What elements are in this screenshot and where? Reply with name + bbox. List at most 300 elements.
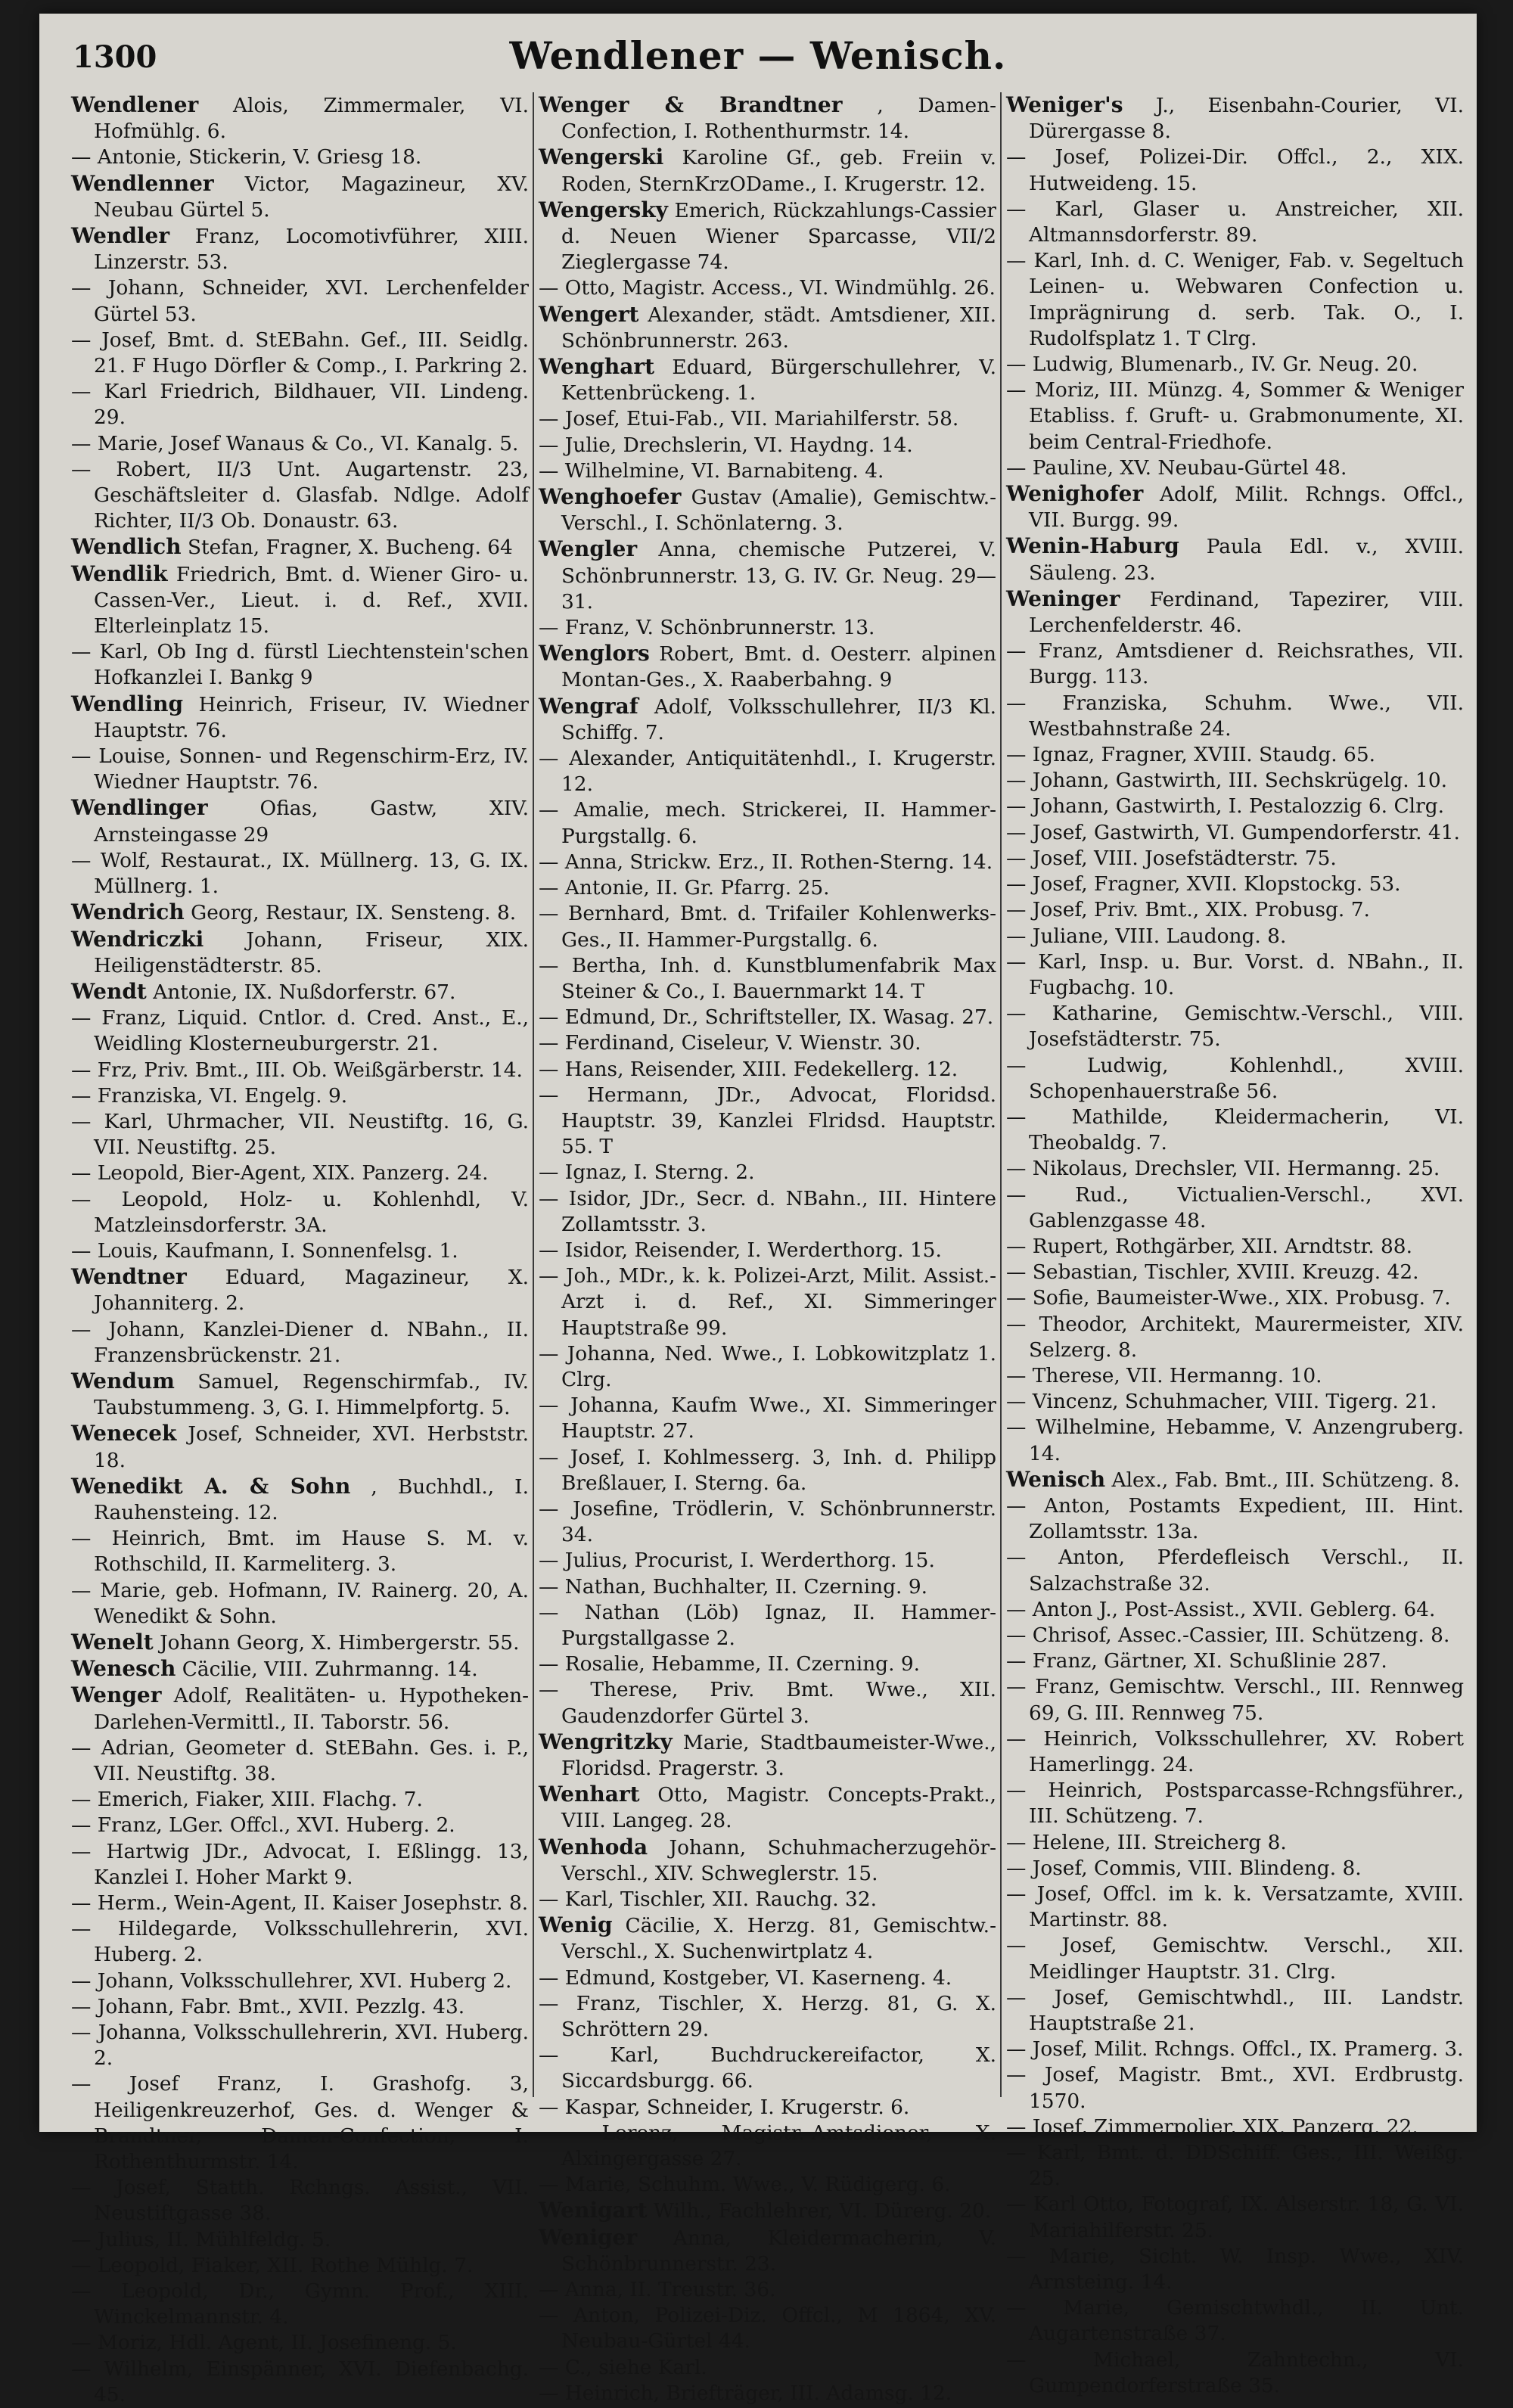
directory-entry <box>71 1656 529 1682</box>
directory-entry <box>71 1083 529 1109</box>
entry-surname: Wenelt <box>71 1629 154 1655</box>
entry-text: Alexander, städt. Amtsdiener, XII. Schönbrunnerstr. 263. <box>561 303 996 353</box>
entry-text: — Marie, Schuhm. Wwe., V. Rüdigerg. 6. <box>539 2173 951 2197</box>
directory-entry <box>71 1264 529 1316</box>
entry-text: — Hildegarde, Volksschullehrerin, XVI. Huberg. 2. <box>71 1917 529 1967</box>
entry-text: — Julius, Procurist, I. Werderthorg. 15. <box>539 1549 935 1573</box>
entry-text: Stefan, Fragner, X. Bucheng. 64 <box>181 536 513 560</box>
directory-entry <box>1006 949 1464 1001</box>
entry-text: — Bertha, Inh. d. Kunstblumenfabrik Max Steiner & Co., I. Bauernmarkt 14. T <box>539 953 996 1003</box>
directory-entry <box>1006 1001 1464 1052</box>
directory-entry <box>539 850 996 875</box>
entry-text: — Moriz, III. Münzg. 4, Sommer & Weniger Etabliss. f. Gruft- u. Grabmonumente, XI. beim Central-Friedhofe. <box>1006 378 1464 454</box>
directory-entry <box>1006 1053 1464 1105</box>
entry-surname: Wendriczki <box>71 926 204 952</box>
entry-text: — Chrisof, Assec.-Cassier, III. Schützeng. 8. <box>1006 1623 1450 1647</box>
column-2 <box>539 92 996 2405</box>
directory-entry <box>1006 1933 1464 1984</box>
entry-text: — Marie, geb. Hofmann, IV. Rainerg. 20, A. Wenedikt & Sohn. <box>71 1578 529 1628</box>
directory-entry <box>539 1912 996 1965</box>
directory-entry <box>539 1186 996 1238</box>
entry-surname: Wengler <box>539 536 638 562</box>
entry-text: — Theodor, Architekt, Maurermeister, XIV. Selzerg. 8. <box>1006 1312 1464 1362</box>
entry-text: Adolf, Realitäten- u. Hypotheken-Darlehen-Vermittl., II. Taborstr. 56. <box>94 1684 529 1734</box>
directory-entry <box>1006 481 1464 533</box>
entry-text: — Josef, I. Kohlmesserg. 3, Inh. d. Philipp Breßlauer, I. Sterng. 6a. <box>539 1445 996 1495</box>
entry-text: — Katharine, Gemischtw.-Verschl., VIII. Josefstädterstr. 75. <box>1006 1002 1464 1052</box>
entry-surname: Wenglors <box>539 641 650 666</box>
entry-text: — Amalie, mech. Strickerei, II. Hammer-Purgstallg. 6. <box>539 798 996 848</box>
directory-entry <box>71 1369 529 1421</box>
entry-text: — Isidor, Reisender, I. Werderthorg. 15. <box>539 1238 942 1262</box>
directory-entry <box>1006 1648 1464 1674</box>
directory-entry <box>1006 1363 1464 1389</box>
entry-text: Cäcilie, X. Herzg. 81, Gemischtw.-Verschl., X. Suchenwirtplatz 4. <box>561 1914 996 1964</box>
entry-text: — Therese, VII. Hermanng. 10. <box>1006 1363 1322 1387</box>
directory-entry <box>1006 1415 1464 1466</box>
entry-text: — Otto, Magistr. Access., VI. Windmühlg. 26. <box>539 276 996 300</box>
entry-text: — Sebastian, Tischler, XVIII. Kreuzg. 42. <box>1006 1260 1419 1285</box>
directory-entry <box>1006 2347 1464 2399</box>
entry-text: — Isidor, JDr., Secr. d. NBahn., III. Hintere Zollamtsstr. 3. <box>539 1186 996 1236</box>
directory-entry <box>1006 1726 1464 1778</box>
entry-text: Otto, Magistr. Concepts-Prakt., VIII. Langeg. 28. <box>561 1783 996 1833</box>
entry-text: — Josef, Fragner, XVII. Klopstockg. 53. <box>1006 872 1401 896</box>
entry-surname: Wenin-Haburg <box>1006 533 1179 559</box>
running-head: Wendlener — Wenisch. <box>509 33 1007 78</box>
directory-entry <box>539 1574 996 1600</box>
entry-text: Friedrich, Bmt. d. Wiener Giro- u. Cassen-Ver., Lieut. i. d. Ref., XVII. Elterleinplatz 15. <box>94 562 529 639</box>
entry-text: — Louis, Kaufmann, I. Sonnenfelsg. 1. <box>71 1238 458 1263</box>
directory-entry <box>539 901 996 952</box>
entry-text: — Adrian, Geometer d. StEBahn. Ges. i. P., VII. Neustiftg. 38. <box>71 1735 529 1785</box>
entry-text: — Johann, Kanzlei-Diener d. NBahn., II. Franzensbrückenstr. 21. <box>71 1317 529 1367</box>
entry-text: — Sofie, Baumeister-Wwe., XIX. Probusg. 7. <box>1006 1286 1451 1310</box>
directory-entry <box>539 1991 996 2043</box>
directory-entry <box>1006 2140 1464 2192</box>
directory-entry <box>539 1965 996 1991</box>
directory-entry <box>71 2175 529 2226</box>
entry-text: — Robert, II/3 Unt. Augartenstr. 23, Geschäftsleiter d. Glasfab. Ndlge. Adolf Richter, II/3 Ob. Donaustr. 63. <box>71 457 529 533</box>
entry-text: — Josef, Zimmerpolier, XIX. Panzerg. 22. <box>1006 2114 1418 2139</box>
entry-text: — Karl Otto, Fotograf, IX. Alserstr. 18, G. VI. Mariahilferstr. 25. <box>1006 2192 1464 2242</box>
entry-text: — Moriz, Hdl. Agent, II. Josefineng. 5. <box>71 2331 457 2355</box>
directory-entry <box>71 1474 529 1526</box>
entry-text: Franz, Locomotivführer, XIII. Linzerstr. 53. <box>94 225 529 275</box>
entry-surname: Weninger <box>1006 586 1120 611</box>
entry-surname: Wendling <box>71 691 184 716</box>
directory-entry <box>1006 1493 1464 1545</box>
entry-surname: Weniger's <box>1006 92 1123 117</box>
directory-entry <box>1006 92 1464 144</box>
entry-text: — Anton J., Post-Assist., XVII. Geblerg. 64. <box>1006 1597 1436 1621</box>
directory-entry <box>71 1994 529 2020</box>
entry-text: — Marie, Josef Wanaus & Co., VI. Kanalg. 5. <box>71 431 519 455</box>
entry-surname: Wenedikt A. & Sohn <box>71 1473 351 1499</box>
entry-text: Paula Edl. v., XVIII. Säuleng. 23. <box>1029 535 1464 585</box>
column-3 <box>1006 92 1464 2397</box>
entry-text: — Wilhelmine, Hebamme, V. Anzengruberg. 14. <box>1006 1415 1464 1465</box>
entry-text: Karoline Gf., geb. Freiin v. Roden, SternKrzODame., I. Krugerstr. 12. <box>561 146 996 196</box>
entry-text: — Franz, V. Schönbrunnerstr. 13. <box>539 616 875 640</box>
entry-text: — Karl, Bmt. d. DDSchiff. Ges., III. Weißg. 25. <box>1006 2141 1464 2191</box>
entry-text: — Heinrich, Volksschullehrer, XV. Robert Hamerlingg. 24. <box>1006 1726 1464 1776</box>
entry-text: — Josef, Offcl. im k. k. Versatzamte, XVIII. Martinstr. 88. <box>1006 1882 1464 1932</box>
directory-entry <box>539 1782 996 1834</box>
entry-text: — Karl Friedrich, Bildhauer, VII. Lindeng. 29. <box>71 380 529 430</box>
entry-text: — Vincenz, Schuhmacher, VIII. Tigerg. 21. <box>1006 1390 1437 1414</box>
entry-text: J., Eisenbahn-Courier, VI. Dürergasse 8. <box>1029 94 1464 144</box>
entry-text: — Juliane, VIII. Laudong. 8. <box>1006 924 1287 948</box>
entry-text: Antonie, IX. Nußdorferstr. 67. <box>146 980 456 1004</box>
directory-entry <box>539 144 996 197</box>
directory-entry <box>539 1057 996 1083</box>
entry-text: Ofias, Gastw, XIV. Arnsteingasse 29 <box>94 797 529 847</box>
entry-text: — Josef, Commis, VIII. Blindeng. 8. <box>1006 1856 1362 1880</box>
entry-text: Adolf, Milit. Rchngs. Offcl., VII. Burgg. 99. <box>1029 483 1464 533</box>
directory-entry <box>539 1496 996 1548</box>
entry-surname: Wenighofer <box>1006 481 1144 507</box>
directory-entry <box>1006 352 1464 378</box>
entry-text: — Franz, Gärtner, XI. Schußlinie 287. <box>1006 1649 1387 1673</box>
entry-text: Alois, Zimmermaler, VI. Hofmühlg. 6. <box>94 94 529 144</box>
directory-entry <box>539 406 996 432</box>
directory-entry <box>539 875 996 901</box>
entry-text: — Edmund, Kostgeber, VI. Kaserneng. 4. <box>539 1965 952 1990</box>
entry-text: Anna, Kleidermacherin, V. Schönbrunnerstr. 23. <box>561 2226 996 2276</box>
directory-entry <box>1006 742 1464 768</box>
directory-entry <box>71 1421 529 1473</box>
entry-text: — Franziska, Schuhm. Wwe., VII. Westbahnstraße 24. <box>1006 691 1464 741</box>
entry-text: — Josefine, Trödlerin, V. Schönbrunnerstr. 34. <box>539 1496 996 1547</box>
directory-entry <box>539 2277 996 2303</box>
directory-entry <box>539 1238 996 1263</box>
directory-entry <box>1006 1105 1464 1156</box>
entry-text: — Bernhard, Bmt. d. Trifailer Kohlenwerks-Ges., II. Hammer-Purgstallg. 6. <box>539 902 996 952</box>
entry-text: — Joh., MDr., k. k. Polizei-Arzt, Milit. Assist.-Arzt i. d. Ref., XI. Simmeringer Hauptstraße 99. <box>539 1264 996 1340</box>
directory-entry <box>71 431 529 457</box>
entry-text: Robert, Bmt. d. Oesterr. alpinen Montan-Ges., X. Raaberbahng. 9 <box>561 642 996 692</box>
entry-surname: Wengerski <box>539 144 664 170</box>
column-1 <box>71 92 529 2406</box>
directory-entry <box>539 433 996 458</box>
entry-text: — Julius, II. Mühlfeldg. 5. <box>71 2227 331 2251</box>
entry-text: Wilh., Fachlehrer, VI. Dürerg. 20. <box>647 2199 992 2223</box>
entry-text: , Buchhdl., I. Rauhensteing. 12. <box>94 1474 529 1524</box>
directory-entry <box>1006 144 1464 196</box>
entry-text: — Josef, Bmt. d. StEBahn. Gef., III. Seidlg. 21. F Hugo Dörfler & Comp., I. Parkring 2. <box>71 328 529 378</box>
entry-surname: Wenigart <box>539 2198 648 2223</box>
entry-surname: Wendum <box>71 1368 175 1394</box>
entry-text: — Edmund, Dr., Schriftsteller, IX. Wasag. 27. <box>539 1005 994 1030</box>
entry-text: — Josef, Etui-Fab., VII. Mariahilferstr. 58. <box>539 407 959 431</box>
entry-text: Heinrich, Friseur, IV. Wiedner Hauptstr. 76. <box>94 692 529 742</box>
entry-text: — Rosalie, Hebamme, II. Czerning. 9. <box>539 1652 921 1676</box>
directory-entry <box>539 275 996 301</box>
directory-entry <box>539 2303 996 2354</box>
entry-surname: Wenghoefer <box>539 484 682 510</box>
entry-text: Eduard, Bürgerschullehrer, V. Kettenbrückeng. 1. <box>561 356 996 405</box>
directory-entry <box>1006 1830 1464 1856</box>
directory-entry <box>539 1677 996 1729</box>
entry-text: — Antonie, II. Gr. Pfarrg. 25. <box>539 876 830 900</box>
page-number: 1300 <box>73 39 157 75</box>
directory-entry <box>539 2225 996 2277</box>
directory-entry <box>539 694 996 746</box>
entry-text: — Josef, Milit. Rchngs. Offcl., IX. Pramerg. 3. <box>1006 2037 1464 2062</box>
directory-entry <box>71 2227 529 2253</box>
entry-text: — Ignaz, Fragner, XVIII. Staudg. 65. <box>1006 743 1376 767</box>
directory-entry <box>1006 924 1464 949</box>
directory-entry <box>539 797 996 849</box>
directory-entry <box>1006 2295 1464 2347</box>
directory-entry <box>539 1651 996 1677</box>
entry-text: — Johann, Gastwirth, III. Sechskrügelg. 10. <box>1006 769 1448 793</box>
directory-entry <box>1006 768 1464 794</box>
entry-surname: Wendlik <box>71 561 168 586</box>
entry-text: — Ludwig, Blumenarb., IV. Gr. Neug. 20. <box>1006 353 1418 377</box>
entry-surname: Wendlich <box>71 534 182 560</box>
directory-entry <box>71 1787 529 1813</box>
directory-entry <box>1006 1285 1464 1311</box>
entry-surname: Wengritzky <box>539 1729 673 1754</box>
entry-text: — Josef, VIII. Josefstädterstr. 75. <box>1006 846 1337 870</box>
entry-text: Adolf, Volksschullehrer, II/3 Kl. Schiffg. 7. <box>561 694 996 744</box>
directory-entry <box>1006 1881 1464 1933</box>
entry-text: — Ferdinand, Ciseleur, V. Wienstr. 30. <box>539 1031 921 1055</box>
entry-text: — Marie, Sicht. W. Insp. Wwe., XIV. Arnsteing. 14. <box>1006 2244 1464 2295</box>
entry-text: — Emerich, Fiaker, XIII. Flachg. 7. <box>71 1788 423 1812</box>
entry-surname: Wenghart <box>539 354 655 380</box>
entry-surname: Wenger & Brandtner <box>539 92 843 117</box>
entry-surname: Wenhoda <box>539 1834 648 1860</box>
directory-entry <box>71 2253 529 2279</box>
entry-text: Josef, Schneider, XVI. Herbststr. 18. <box>94 1422 529 1472</box>
directory-entry <box>1006 1545 1464 1596</box>
directory-entry <box>71 900 529 926</box>
directory-entry <box>1006 378 1464 455</box>
entry-text: Eduard, Magazineur, X. Johanniterg. 2. <box>94 1266 529 1316</box>
entry-text: Johann, Schuhmacherzugehör-Verschl., XIV. Schweglerstr. 15. <box>561 1835 996 1885</box>
directory-entry <box>71 1916 529 1968</box>
entry-text: — Therese, Priv. Bmt. Wwe., XII. Gaudenzdorfer Gürtel 3. <box>539 1678 996 1728</box>
entry-surname: Weniger <box>539 2224 638 2250</box>
entry-text: — Johanna, Kaufm Wwe., XI. Simmeringer Hauptstr. 27. <box>539 1394 996 1443</box>
column-divider <box>1000 92 1002 2097</box>
entry-text: — Frz, Priv. Bmt., III. Ob. Weißgärberstr. 14. <box>71 1058 523 1082</box>
entry-text: — Leopold, Fiaker, XII. Rothe Mühlg. 7. <box>71 2253 474 2277</box>
directory-entry <box>539 1030 996 1056</box>
directory-entry <box>1006 1467 1464 1493</box>
entry-surname: Wendlinger <box>71 795 208 821</box>
directory-entry <box>539 458 996 484</box>
entry-text: — Josef, Gemischtw. Verschl., XII. Meidlinger Hauptstr. 31. Clrg. <box>1006 1934 1464 1984</box>
entry-text: — Julie, Drechslerin, VI. Haydng. 14. <box>539 433 913 457</box>
entry-text: Ferdinand, Tapezirer, VIII. Lerchenfelderstr. 46. <box>1029 587 1464 638</box>
directory-entry <box>71 1005 529 1057</box>
directory-entry <box>71 1238 529 1264</box>
directory-entry <box>71 2020 529 2071</box>
entry-text: , Damen-Confection, I. Rothenthurmstr. 14. <box>561 94 996 144</box>
directory-entry <box>539 2198 996 2224</box>
directory-entry <box>1006 248 1464 352</box>
entry-surname: Wendlenner <box>71 170 214 196</box>
entry-text: — Louise, Sonnen- und Regenschirm-Erz, IV. Wiedner Hauptstr. 76. <box>71 744 529 794</box>
directory-entry <box>539 1005 996 1030</box>
directory-entry <box>1006 586 1464 639</box>
directory-entry <box>539 1083 996 1161</box>
entry-text: — Johanna, Ned. Wwe., I. Lobkowitzplatz 1. Clrg. <box>539 1341 996 1391</box>
directory-entry <box>539 1835 996 1887</box>
entry-text: — Alexander, Antiquitätenhdl., I. Krugerstr. 12. <box>539 747 996 797</box>
directory-entry <box>71 1735 529 1787</box>
directory-entry <box>539 197 996 276</box>
entry-text: — Johanna, Volksschullehrerin, XVI. Huberg. 2. <box>71 2021 529 2071</box>
entry-surname: Wenisch <box>1006 1466 1106 1492</box>
entry-text: — Leopold, Holz- u. Kohlenhdl, V. Matzleinsdorferstr. 3A. <box>71 1187 529 1237</box>
directory-page <box>39 14 1477 2406</box>
directory-entry <box>71 275 529 327</box>
directory-entry <box>1006 897 1464 923</box>
entry-text: — Lorenz, Magistr.-Amtsdiener, X. Alxingergasse 27. <box>539 2121 996 2171</box>
directory-entry <box>539 536 996 615</box>
entry-surname: Wendlener <box>71 92 199 117</box>
entry-text: — C., siehe Karl. <box>539 2355 707 2379</box>
directory-entry <box>71 534 529 561</box>
entry-surname: Wengraf <box>539 693 638 719</box>
entry-text: — Leopold, Bier-Agent, XIX. Panzerg. 24. <box>71 1161 489 1185</box>
entry-text: — Nikolaus, Drechsler, VII. Hermanng. 25. <box>1006 1157 1440 1181</box>
entry-text: — Johann, Volksschullehrer, XVI. Huberg 2. <box>71 1968 512 1993</box>
directory-entry <box>1006 2114 1464 2140</box>
entry-text: — Josef, Gemischtwhdl., III. Landstr. Hauptstraße 21. <box>1006 1985 1464 2036</box>
entry-text: — Kaspar, Schneider, I. Krugerstr. 6. <box>539 2095 910 2119</box>
directory-entry <box>539 92 996 144</box>
entry-text: — Hans, Reisender, XIII. Fedekellerg. 12. <box>539 1057 958 1081</box>
entry-text: — Rud., Victualien-Verschl., XVI. Gablenzgasse 48. <box>1006 1182 1464 1232</box>
entry-surname: Wengert <box>539 301 639 327</box>
entry-surname: Wendler <box>71 223 170 249</box>
directory-entry <box>1006 1234 1464 1260</box>
directory-entry <box>71 1630 529 1656</box>
directory-entry <box>1006 639 1464 690</box>
directory-entry <box>71 561 529 640</box>
directory-entry <box>1006 2062 1464 2114</box>
entry-text: — Wolf, Restaurat., IX. Müllnerg. 13, G. IX. Müllnerg. 1. <box>71 848 529 899</box>
directory-entry <box>1006 820 1464 846</box>
entry-surname: Wenecek <box>71 1421 177 1446</box>
entry-text: — Pauline, XV. Neubau-Gürtel 48. <box>1006 455 1347 480</box>
entry-text: — Johann, Schneider, XVI. Lerchenfelder Gürtel 53. <box>71 276 529 326</box>
directory-entry <box>71 1526 529 1577</box>
entry-text: — Anton, Postamts Expedient, III. Hint. Zollamtsstr. 13a. <box>1006 1493 1464 1544</box>
column-divider <box>533 92 534 2097</box>
entry-text: — Franziska, VI. Engelg. 9. <box>71 1083 348 1108</box>
directory-entry <box>539 1445 996 1496</box>
entry-text: — Anna, II. Treustr. 36. <box>539 2278 776 2302</box>
directory-entry <box>1006 1182 1464 1234</box>
entry-text: — Anton, Polizei-Diz. Offcl., M 1864, XV. Neubau-Gürtel 44. <box>539 2304 996 2354</box>
entry-text: — Karl, Uhrmacher, VII. Neustiftg. 16, G. VII. Neustiftg. 25. <box>71 1109 529 1160</box>
entry-surname: Wengersky <box>539 197 668 222</box>
directory-entry <box>539 746 996 797</box>
entry-text: — Karl, Insp. u. Bur. Vorst. d. NBahn., II. Fugbachg. 10. <box>1006 949 1464 999</box>
directory-entry <box>1006 1260 1464 1285</box>
directory-entry <box>1006 1389 1464 1415</box>
entry-text: — Herm., Wein-Agent, II. Kaiser Josephstr. 8. <box>71 1891 529 1916</box>
directory-entry <box>71 1109 529 1161</box>
entry-text: Victor, Magazineur, XV. Neubau Gürtel 5. <box>94 172 529 222</box>
entry-text: — Karl, Inh. d. C. Weniger, Fab. v. Segeltuch Leinen- u. Webwaren Confection u. Imprägnirung d. serb. Tak. O., I. Rudolfsplatz 1. T Clrg. <box>1006 249 1464 350</box>
entry-text: Marie, Stadtbaumeister-Wwe., Floridsd. Pragerstr. 3. <box>561 1730 996 1780</box>
directory-entry <box>539 1393 996 1444</box>
directory-entry <box>1006 2244 1464 2295</box>
directory-entry <box>1006 533 1464 586</box>
entry-text: — Ignaz, I. Sterng. 2. <box>539 1161 755 1185</box>
directory-entry <box>1006 2037 1464 2062</box>
directory-entry <box>539 1263 996 1341</box>
directory-entry <box>1006 872 1464 897</box>
directory-entry <box>71 979 529 1005</box>
entry-text: — Hermann, JDr., Advocat, Floridsd. Hauptstr. 39, Kanzlei Flridsd. Hauptstr. 55. T <box>539 1083 996 1159</box>
entry-text: — Wilhelmine, VI. Barnabiteng. 4. <box>539 458 884 483</box>
directory-entry <box>539 1160 996 1185</box>
directory-entry <box>1006 1156 1464 1182</box>
directory-entry <box>1006 1985 1464 2037</box>
directory-entry <box>71 639 529 691</box>
entry-text: — Heinrich, Postsparcasse-Rchngsführer., III. Schützeng. 7. <box>1006 1779 1464 1829</box>
directory-entry <box>71 1058 529 1083</box>
directory-entry <box>71 144 529 170</box>
entry-text: — Rupert, Rothgärber, XII. Arndtstr. 88. <box>1006 1234 1412 1258</box>
entry-text: — Antonie, Stickerin, V. Griesg 18. <box>71 145 422 169</box>
directory-entry <box>539 354 996 406</box>
entry-surname: Wenesch <box>71 1656 176 1682</box>
directory-entry <box>539 302 996 354</box>
entry-text: — Ludwig, Kohlenhdl., XVIII. Schopenhauerstraße 56. <box>1006 1053 1464 1103</box>
directory-entry <box>539 1341 996 1393</box>
directory-entry <box>1006 1778 1464 1829</box>
entry-text: — Karl, Glaser u. Anstreicher, XII. Altmannsdorferstr. 89. <box>1006 197 1464 247</box>
entry-text: — Josef, Polizei-Dir. Offcl., 2., XIX. Hutweideng. 15. <box>1006 145 1464 195</box>
entry-text: Gustav (Amalie), Gemischtw.-Verschl., I. Schönlaterng. 3. <box>561 486 996 536</box>
directory-entry <box>1006 1623 1464 1648</box>
directory-entry <box>71 744 529 795</box>
page-header <box>39 33 1477 86</box>
directory-entry <box>1006 691 1464 742</box>
directory-entry <box>1006 1856 1464 1881</box>
directory-entry <box>1006 1597 1464 1623</box>
directory-entry <box>539 1600 996 1651</box>
entry-surname: Wenig <box>539 1912 613 1938</box>
entry-text: — Josef, Gastwirth, VI. Gumpendorferstr. 41. <box>1006 820 1460 844</box>
directory-entry <box>1006 455 1464 481</box>
entry-text: — Marie, Gemischtwhdl., II. Unt. Augartenstraße 37. <box>1006 2296 1464 2346</box>
directory-entry <box>71 2279 529 2330</box>
directory-entry <box>71 92 529 144</box>
directory-entry <box>71 848 529 900</box>
directory-entry <box>71 2071 529 2175</box>
directory-entry <box>71 1317 529 1369</box>
directory-entry <box>539 1887 996 1912</box>
entry-text: — Mathilde, Kleidermacherin, VI. Theobaldg. 7. <box>1006 1105 1464 1155</box>
entry-text: Cäcilie, VIII. Zuhrmanng. 14. <box>176 1658 478 1682</box>
entry-text: — Johann, Fabr. Bmt., XVII. Pezzlg. 43. <box>71 1994 465 2018</box>
directory-entry <box>1006 846 1464 872</box>
entry-surname: Wenhart <box>539 1782 640 1807</box>
entry-surname: Wendtner <box>71 1264 187 1290</box>
directory-entry <box>71 457 529 535</box>
